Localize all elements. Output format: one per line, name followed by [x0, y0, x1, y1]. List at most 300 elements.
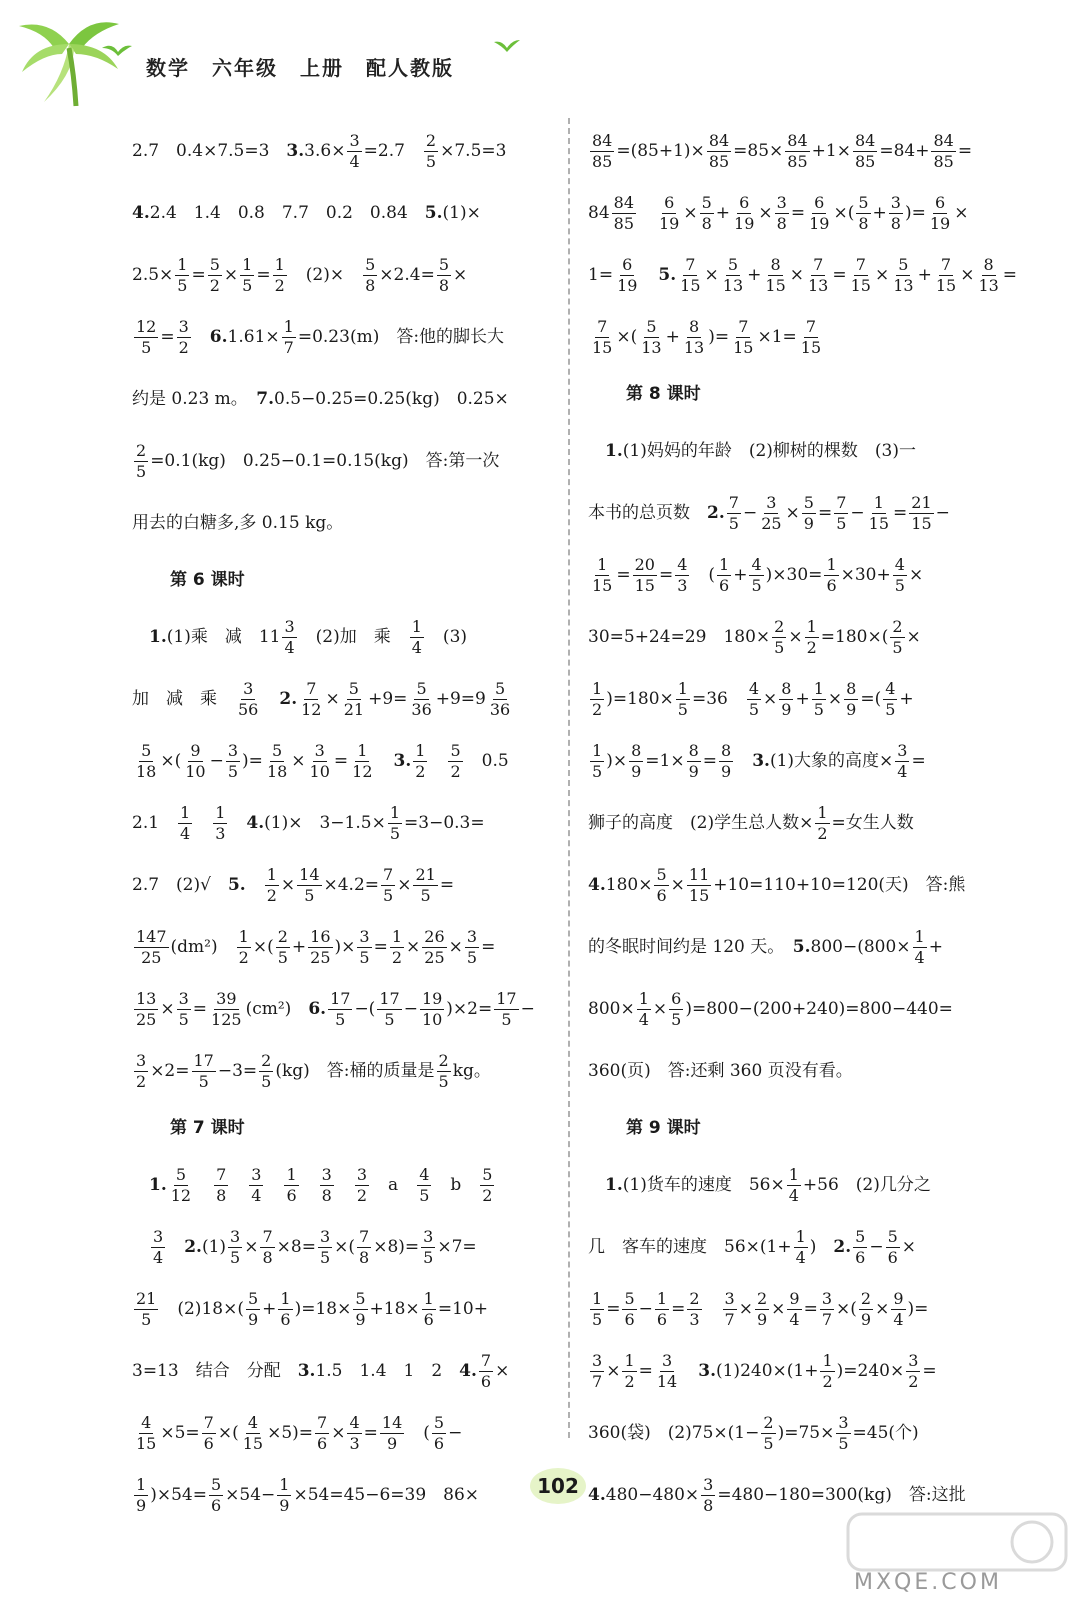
fraction: $\frac{6}{5}$	[671, 988, 682, 1029]
answer-text: a	[371, 1174, 416, 1195]
answer-text: ×	[448, 936, 463, 957]
question-number: 2.	[184, 1236, 202, 1257]
fraction: $\frac{5}{8}$	[701, 192, 712, 233]
answer-text: +9=	[368, 688, 408, 709]
answer-text: ×4.2=	[323, 874, 380, 895]
answer-text: ×5=	[160, 1422, 200, 1443]
answer-line	[132, 182, 562, 244]
answer-text: −	[520, 998, 535, 1019]
answer-text: ×1=	[757, 326, 797, 347]
fraction: $\frac{4}{5}$	[885, 678, 896, 719]
fraction: $\frac{1}{2}$	[266, 864, 277, 905]
fraction: $\frac{5}{2}$	[450, 740, 461, 781]
fraction: $\frac{1}{12}$	[352, 740, 373, 781]
question-number: 3.	[297, 1360, 316, 1381]
fraction: $\frac{4}{3}$	[349, 1412, 360, 1453]
answer-line	[588, 1278, 1013, 1340]
answer-line	[132, 430, 562, 492]
fraction: $\frac{6}{19}$	[929, 192, 951, 233]
answer-line	[588, 606, 1013, 668]
answer-line	[588, 854, 1013, 916]
answer-line	[132, 668, 562, 730]
answer-text: ×	[827, 688, 843, 709]
fraction: $\frac{84}{85}$	[933, 130, 954, 171]
answer-text: +	[262, 1298, 277, 1319]
answer-text: (1)240×(1+	[715, 1360, 819, 1381]
question-number: 6.	[308, 998, 327, 1019]
fraction: $\frac{2}{5}$	[277, 926, 288, 967]
answer-text: +	[917, 264, 932, 285]
fraction: $\frac{7}{15}$	[800, 316, 822, 357]
fraction: $\frac{5}{8}$	[365, 254, 376, 295]
fraction: $\frac{1}{5}$	[592, 1288, 603, 1329]
answer-column-right	[588, 120, 1018, 1526]
fraction: $\frac{5}{18}$	[136, 740, 157, 781]
fraction: $\frac{2}{5}$	[892, 616, 903, 657]
answer-text: +	[899, 688, 914, 709]
fraction: $\frac{7}{8}$	[262, 1226, 273, 1267]
fraction: $\frac{1}{2}$	[624, 1350, 635, 1391]
answer-line	[132, 854, 562, 916]
fraction: $\frac{6}{19}$	[617, 254, 638, 295]
answer-text: 30=5+24=29 180×	[588, 626, 771, 647]
answer-text: =	[790, 202, 806, 223]
fraction: $\frac{8}{9}$	[781, 678, 792, 719]
answer-text: ×	[453, 264, 468, 285]
answer-text: ×	[683, 202, 698, 223]
answer-text: 本书的总页数	[588, 502, 707, 523]
answer-text: 加 减 乘	[132, 688, 234, 709]
fraction: $\frac{17}{5}$	[193, 1050, 214, 1091]
answer-text: )=	[708, 326, 730, 347]
fraction: $\frac{4}{15}$	[136, 1412, 157, 1453]
fraction: $\frac{3}{2}$	[178, 316, 189, 357]
answer-text: +	[715, 202, 731, 223]
answer-text: 的冬眠时间约是 120 天。	[588, 936, 793, 957]
answer-text: −	[869, 1236, 884, 1257]
fraction: $\frac{7}{15}$	[733, 316, 754, 357]
fraction: $\frac{3}{14}$	[656, 1350, 678, 1391]
fraction: $\frac{1}{5}$	[677, 678, 688, 719]
answer-text: ×	[406, 936, 421, 957]
page-number: 102	[537, 1474, 579, 1498]
fraction: $\frac{7}{6}$	[317, 1412, 328, 1453]
answer-text: =	[702, 750, 718, 771]
question-number: 4.	[459, 1360, 477, 1381]
answer-text: +18×	[369, 1298, 420, 1319]
fraction: $\frac{3}{5}$	[466, 926, 478, 967]
answer-line	[588, 244, 1018, 306]
fraction: $\frac{5}{2}$	[482, 1164, 493, 1205]
answer-text: (1)货车的速度 56×	[622, 1174, 785, 1195]
answer-text: −	[209, 750, 224, 771]
question-number: 2.	[707, 502, 725, 523]
fraction: $\frac{1}{2}$	[391, 926, 403, 967]
fraction: $\frac{3}{5}$	[838, 1412, 849, 1453]
answer-text: ×	[960, 264, 975, 285]
answer-text: =	[638, 1360, 653, 1381]
fraction: $\frac{5}{6}$	[433, 1412, 445, 1453]
answer-text	[193, 329, 210, 346]
fraction: $\frac{7}{5}$	[836, 492, 847, 533]
answer-line	[132, 916, 562, 978]
fraction: $\frac{1}{5}$	[813, 678, 824, 719]
fraction: $\frac{3}{2}$	[908, 1350, 919, 1391]
fraction: $\frac{3}{7}$	[724, 1288, 735, 1329]
answer-text: ×	[244, 1236, 259, 1257]
question-number: 5.	[658, 264, 677, 285]
fraction: $\frac{7}{8}$	[216, 1164, 227, 1205]
answer-text: )×2=	[446, 998, 493, 1019]
fraction: $\frac{9}{4}$	[789, 1288, 800, 1329]
question-number: 2.	[279, 688, 298, 709]
fraction: $\frac{7}{6}$	[203, 1412, 214, 1453]
fraction: $\frac{3}{56}$	[238, 678, 259, 719]
answer-text: ×	[875, 1298, 890, 1319]
fraction: $\frac{2}{5}$	[136, 440, 147, 481]
fraction: $\frac{1}{4}$	[788, 1164, 799, 1205]
answer-text: =	[922, 1360, 937, 1381]
answer-text	[229, 815, 246, 832]
fraction: $\frac{4}{15}$	[242, 1412, 264, 1453]
fraction: $\frac{21}{5}$	[415, 864, 436, 905]
fraction: $\frac{2}{9}$	[756, 1288, 768, 1329]
fraction: $\frac{1}{9}$	[279, 1474, 290, 1515]
answer-text: ×7.5=3	[440, 140, 507, 161]
question-number: 5.	[227, 874, 246, 895]
answer-text	[336, 1177, 353, 1194]
answer-text	[641, 267, 658, 284]
fraction: $\frac{5}{6}$	[887, 1226, 898, 1267]
fraction: $\frac{5}{36}$	[411, 678, 432, 719]
fraction: $\frac{8}{13}$	[978, 254, 999, 295]
answer-line	[588, 1340, 1013, 1402]
fraction: $\frac{8}{13}$	[683, 316, 705, 357]
answer-text: =	[373, 936, 388, 957]
fraction: $\frac{16}{25}$	[310, 926, 331, 967]
answer-text: =(	[860, 688, 882, 709]
answer-text: )	[809, 1236, 834, 1257]
answer-text: (1)× 3−1.5×	[264, 812, 386, 833]
answer-line	[588, 1216, 1013, 1278]
answer-text: ×	[280, 874, 296, 895]
question-number: 6.	[209, 326, 228, 347]
answer-text: +56 (2)几分之	[802, 1174, 931, 1195]
fraction: $\frac{4}{5}$	[419, 1164, 430, 1205]
section-heading	[588, 368, 1013, 420]
answer-text: )=	[907, 1298, 929, 1319]
answer-text: =	[817, 502, 833, 523]
fraction: $\frac{3}{5}$	[319, 1226, 331, 1267]
answer-text: ×	[874, 264, 890, 285]
answer-text: =	[1002, 264, 1018, 285]
answer-text: =85×	[733, 140, 784, 161]
answer-line	[588, 1040, 1013, 1102]
bird-icon	[492, 36, 522, 56]
answer-text: 800−(800×	[810, 936, 911, 957]
fraction: $\frac{5}{9}$	[803, 492, 814, 533]
answer-text: ×(	[833, 202, 855, 223]
fraction: $\frac{14}{5}$	[299, 864, 320, 905]
answer-text: =	[333, 750, 349, 771]
fraction: $\frac{1}{6}$	[656, 1288, 668, 1329]
fraction: $\frac{17}{5}$	[379, 988, 400, 1029]
answer-text: ×	[325, 688, 340, 709]
answer-text: ×2.4=	[379, 264, 435, 285]
fraction: $\frac{3}{5}$	[178, 988, 189, 1029]
answer-text: +9=9	[435, 688, 486, 709]
question-number: 7.	[256, 388, 275, 409]
answer-line	[588, 482, 1013, 544]
answer-text: 360(页) 答:还剩 360 页没有看。	[588, 1060, 853, 1081]
answer-line	[132, 792, 562, 854]
fraction: $\frac{1}{9}$	[136, 1474, 147, 1515]
fraction: $\frac{7}{13}$	[808, 254, 829, 295]
fraction: $\frac{84}{85}$	[787, 130, 808, 171]
answer-text	[638, 205, 655, 222]
fraction: $\frac{1}{15}$	[868, 492, 890, 533]
answer-text: ×8)=	[373, 1236, 420, 1257]
fraction: $\frac{3}{4}$	[153, 1226, 164, 1267]
answer-text: 第 8 课时	[626, 383, 701, 404]
fraction: $\frac{17}{5}$	[496, 988, 517, 1029]
fraction: $\frac{3}{4}$	[349, 130, 360, 171]
answer-text: +	[291, 936, 307, 957]
answer-text: ×	[763, 688, 778, 709]
fraction: $\frac{3}{5}$	[230, 1226, 241, 1267]
answer-text: )=	[904, 202, 926, 223]
fraction: $\frac{1}{2}$	[274, 254, 285, 295]
fraction: $\frac{7}{12}$	[301, 678, 322, 719]
answer-text: ×5)=	[267, 1422, 314, 1443]
answer-text: =(85+1)×	[616, 140, 705, 161]
answer-text: 2.1	[132, 812, 177, 833]
answer-text: ×(	[334, 1236, 356, 1257]
watermark-text: MXQE.COM	[854, 1570, 1002, 1595]
answer-text: 0.5	[464, 750, 509, 771]
question-number: 4.	[588, 874, 606, 895]
answer-text: ×8=	[276, 1236, 316, 1257]
answer-text: ×54−	[225, 1484, 276, 1505]
answer-line	[588, 978, 1013, 1040]
answer-text	[230, 1177, 247, 1194]
answer-text: =	[832, 264, 847, 285]
answer-text: 第 6 课时	[170, 569, 245, 590]
fraction: $\frac{19}{10}$	[421, 988, 443, 1029]
answer-text: (2)加 乘	[298, 626, 408, 647]
answer-text: −	[638, 1298, 653, 1319]
fraction: $\frac{4}{5}$	[894, 554, 905, 595]
answer-text: ×	[758, 202, 773, 223]
answer-text: =	[481, 936, 496, 957]
answer-text: =	[606, 1298, 621, 1319]
fraction: $\frac{4}{5}$	[748, 678, 760, 719]
answer-text: ×	[908, 564, 924, 585]
answer-text: ×	[906, 626, 921, 647]
answer-text: =	[616, 564, 631, 585]
header-title: 数学 六年级 上册 配人教版	[146, 56, 454, 80]
fraction: $\frac{3}{8}$	[890, 192, 901, 233]
answer-line	[132, 978, 562, 1040]
fraction: $\frac{9}{4}$	[893, 1288, 904, 1329]
answer-text: (1)妈妈的年龄 (2)柳树的棵数 (3)一	[622, 440, 916, 461]
fraction: $\frac{3}{5}$	[227, 740, 239, 781]
answer-text: +	[665, 326, 680, 347]
answer-text: =	[160, 326, 175, 347]
fraction: $\frac{1}{15}$	[592, 554, 613, 595]
fraction: $\frac{3}{5}$	[359, 926, 370, 967]
fraction: $\frac{3}{25}$	[761, 492, 782, 533]
answer-line	[132, 606, 562, 668]
answer-text: 第 9 课时	[626, 1117, 701, 1138]
answer-line	[132, 368, 562, 430]
answer-text: 480−480×	[605, 1484, 700, 1505]
fraction: $\frac{6}{19}$	[809, 192, 830, 233]
section-heading	[132, 554, 562, 606]
fraction: $\frac{3}{4}$	[897, 740, 908, 781]
answer-text: )×30=	[765, 564, 823, 585]
fraction: $\frac{7}{15}$	[680, 254, 701, 295]
answer-text: (	[406, 1422, 430, 1443]
fraction: $\frac{5}{2}$	[209, 254, 220, 295]
answer-text: 用去的白糖多,多 0.15 kg。	[132, 512, 344, 533]
answer-line	[588, 730, 1013, 792]
answer-text: =10+	[437, 1298, 488, 1319]
fraction: $\frac{3}{4}$	[284, 616, 295, 657]
fraction: $\frac{1}{6}$	[286, 1164, 297, 1205]
answer-text: )=	[242, 750, 263, 771]
answer-text: 3=13 结合 分配	[132, 1360, 298, 1381]
answer-text: (3)	[425, 626, 468, 647]
answer-text: =	[192, 998, 208, 1019]
fraction: $\frac{3}{7}$	[821, 1288, 832, 1329]
answer-text: =2.7	[363, 140, 422, 161]
answer-text: (	[691, 564, 716, 585]
answer-text: (1)大象的高度×	[769, 750, 894, 771]
answer-text: (cm²)	[245, 998, 309, 1019]
answer-text	[681, 1363, 698, 1380]
fraction: $\frac{3}{8}$	[703, 1474, 714, 1515]
answer-text: =3−0.3=	[404, 812, 485, 833]
fraction: $\frac{6}{19}$	[734, 192, 755, 233]
fraction: $\frac{8}{9}$	[688, 740, 699, 781]
section-heading	[588, 1102, 1013, 1154]
answer-text: =36	[691, 688, 745, 709]
question-number: 3.	[393, 750, 412, 771]
answer-text: )=18×	[294, 1298, 352, 1319]
answer-line	[132, 306, 562, 368]
answer-line	[588, 306, 1013, 368]
answer-line	[588, 1402, 1013, 1464]
fraction: $\frac{5}{12}$	[170, 1164, 192, 1205]
answer-line	[132, 1464, 562, 1526]
answer-line	[132, 730, 562, 792]
fraction: $\frac{5}{9}$	[247, 1288, 259, 1329]
fraction: $\frac{1}{6}$	[280, 1288, 291, 1329]
fraction: $\frac{5}{9}$	[355, 1288, 366, 1329]
palm-tree-icon	[14, 14, 124, 109]
fraction: $\frac{84}{85}$	[592, 130, 613, 171]
answer-text: )=800−(200+240)=800−440=	[685, 998, 953, 1019]
answer-text: (2)18×(	[160, 1298, 244, 1319]
answer-text: ×	[291, 750, 306, 771]
answer-text: )=75×	[777, 1422, 835, 1443]
answer-line	[132, 120, 562, 182]
answer-text: ×	[331, 1422, 346, 1443]
answer-text: )×54=	[150, 1484, 207, 1505]
answer-line	[132, 1040, 562, 1102]
answer-text: )×	[606, 750, 628, 771]
answer-text: =480−180=300(kg) 答:这批	[717, 1484, 966, 1505]
answer-text: =	[658, 564, 674, 585]
fraction: $\frac{2}{5}$	[425, 130, 437, 171]
fraction: $\frac{1}{5}$	[242, 254, 253, 295]
fraction: $\frac{2}{5}$	[438, 1050, 449, 1091]
fraction: $\frac{5}{36}$	[489, 678, 511, 719]
fraction: $\frac{11}{15}$	[688, 864, 710, 905]
answer-text	[377, 753, 394, 770]
answer-text	[429, 753, 446, 770]
fraction: $\frac{9}{10}$	[185, 740, 206, 781]
fraction: $\frac{1}{5}$	[177, 254, 188, 295]
fraction: $\frac{14}{9}$	[381, 1412, 403, 1453]
answer-text: ×	[771, 1298, 786, 1319]
fraction: $\frac{26}{25}$	[424, 926, 445, 967]
answer-text: 几 客车的速度 56×(1+	[588, 1236, 792, 1257]
fraction: $\frac{5}{6}$	[624, 1288, 635, 1329]
answer-text: (2)×	[288, 264, 362, 285]
fraction: $\frac{12}{5}$	[136, 316, 157, 357]
answer-line	[132, 1216, 562, 1278]
answer-text: ×	[652, 998, 668, 1019]
answer-text: ×	[785, 502, 800, 523]
question-number: 4.	[132, 202, 150, 223]
fraction: $\frac{39}{125}$	[211, 988, 242, 1029]
answer-text: b	[433, 1174, 479, 1195]
fraction: $\frac{1}{2}$	[415, 740, 426, 781]
answer-text: )=240×	[836, 1360, 905, 1381]
fraction: $\frac{7}{15}$	[935, 254, 957, 295]
answer-text: 狮子的高度 (2)学生总人数×	[588, 812, 814, 833]
answer-line	[132, 492, 562, 554]
answer-column-left	[132, 120, 562, 1526]
fraction: $\frac{4}{3}$	[677, 554, 688, 595]
answer-text: =180×(	[820, 626, 889, 647]
section-heading	[132, 1102, 562, 1154]
answer-text: −	[935, 502, 950, 523]
answer-text: =1×	[645, 750, 685, 771]
fraction: $\frac{3}{10}$	[309, 740, 330, 781]
fraction: $\frac{7}{6}$	[480, 1350, 492, 1391]
answer-text: =0.1(kg) 0.25−0.1=0.15(kg) 答:第一次	[150, 450, 500, 471]
fraction: $\frac{7}{8}$	[359, 1226, 370, 1267]
answer-text: (1)	[201, 1236, 227, 1257]
answer-line	[132, 1402, 562, 1464]
question-number: 1.	[588, 1174, 623, 1195]
answer-line	[588, 182, 1013, 244]
fraction: $\frac{8}{9}$	[631, 740, 642, 781]
fraction: $\frac{5}{18}$	[266, 740, 288, 781]
fraction: $\frac{1}{2}$	[817, 802, 828, 843]
fraction: $\frac{21}{5}$	[136, 1288, 157, 1329]
fraction: $\frac{84}{85}$	[708, 130, 730, 171]
answer-text	[735, 753, 752, 770]
fraction: $\frac{7}{15}$	[592, 316, 613, 357]
fraction: $\frac{147}{25}$	[136, 926, 167, 967]
answer-line	[588, 120, 1013, 182]
answer-text	[704, 1301, 721, 1318]
question-number: 1.	[132, 626, 167, 647]
